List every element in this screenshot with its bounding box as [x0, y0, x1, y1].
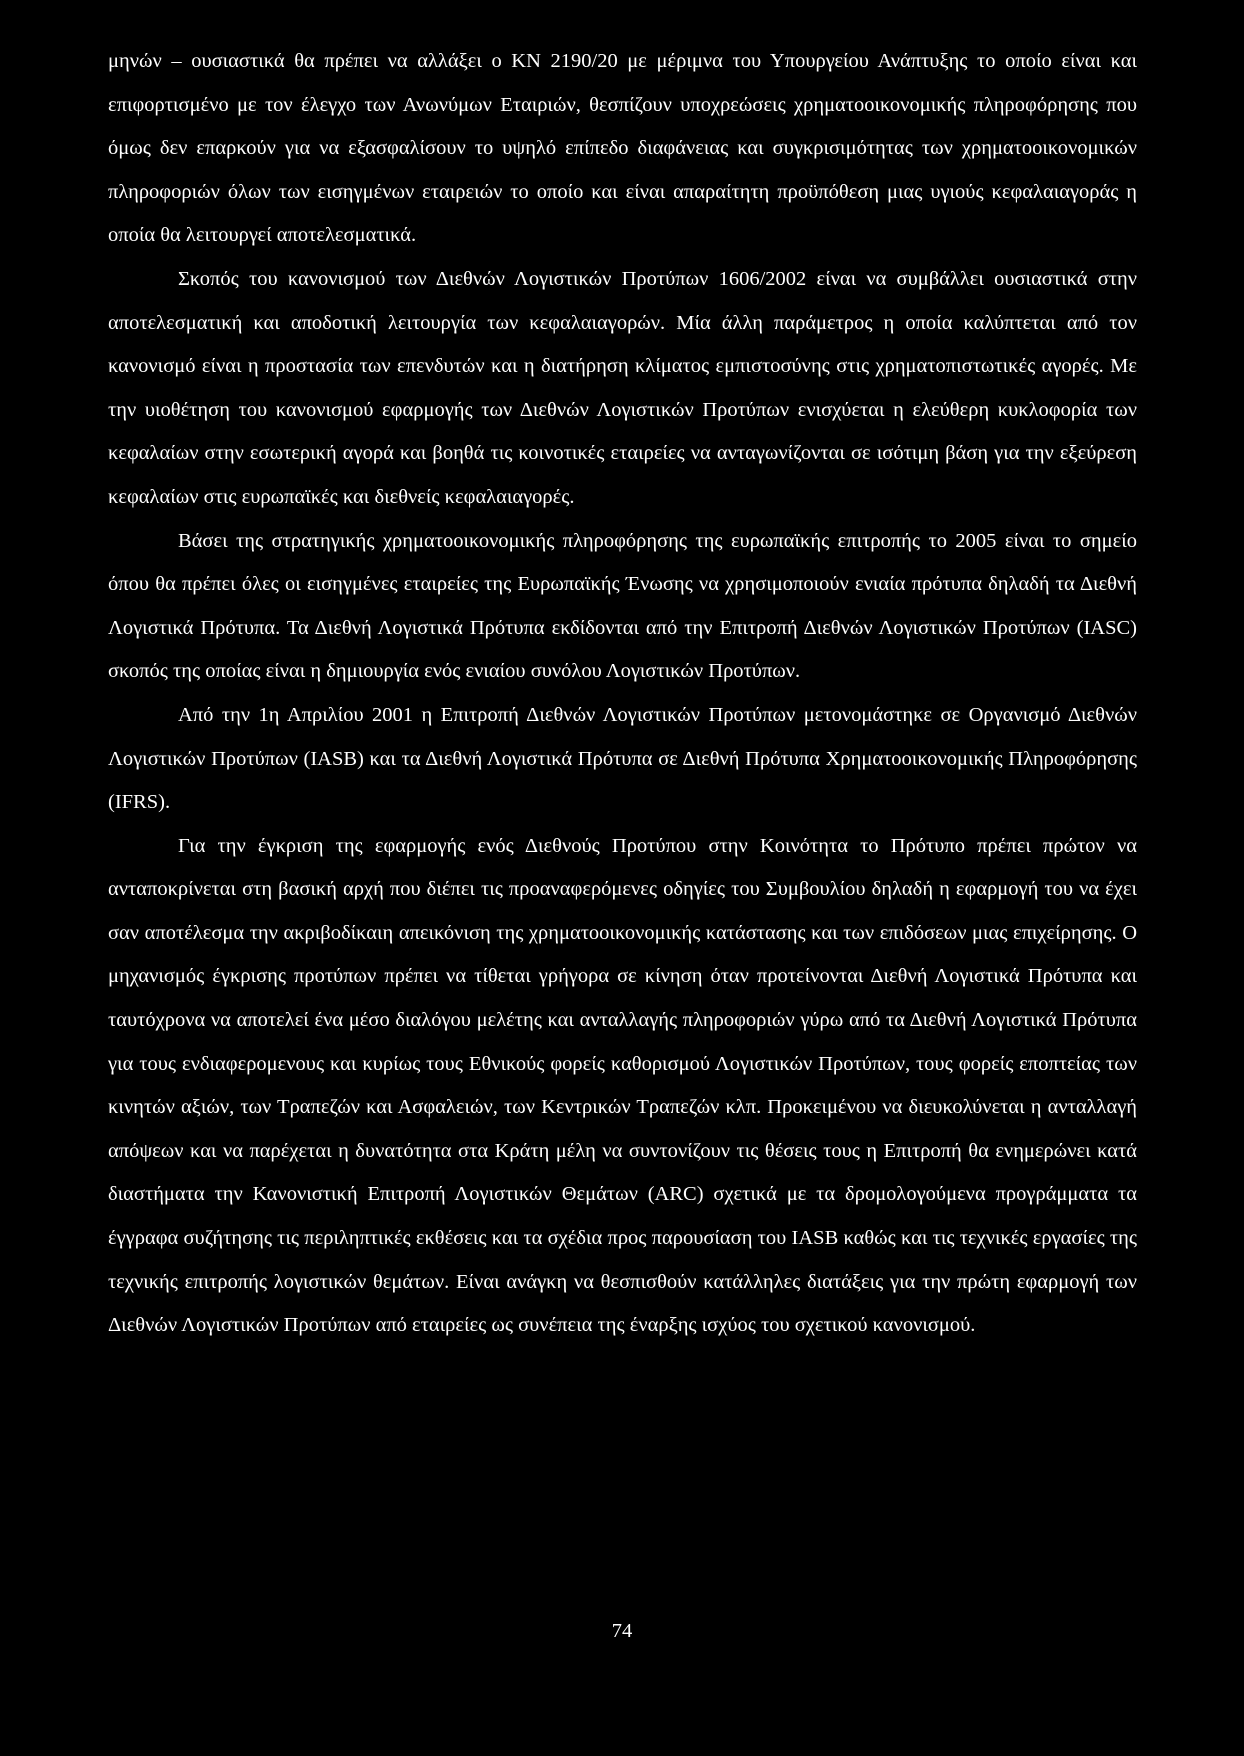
- page-number: 74: [611, 1620, 633, 1642]
- paragraph-iasb-renaming: Από την 1η Απριλίου 2001 η Επιτροπή Διεθνών Λογιστικών Προτύπων μετονομάστηκε σε Οργανισμό Διεθνών Λογιστικών Προτύπων (IASB) και τα Διεθνή Λογιστικά Πρότυπα σε Διεθνή Πρότυπα Χρηματοοικονομικής Πληροφόρησης (IFRS).: [108, 703, 1137, 814]
- document-body: [108, 40, 1137, 1348]
- paragraph-strategy-2005: Βάσει της στρατηγικής χρηματοοικονομικής πληροφόρησης της ευρωπαϊκής επιτροπής το 2005 είναι το σημείο όπου θα πρέπει όλες οι εισηγμένες εταιρείες της Ευρωπαϊκής Ένωσης να χρησιμοποιούν ενιαία πρότυπα δηλαδή τα Διεθνή Λογιστικά Πρότυπα. Τα Διεθνή Λογιστικά Πρότυπα εκδίδονται από την Επιτροπή Διεθνών Λογιστικών Προτύπων (IASC) σκοπός της οποίας είναι η δημιουργία ενός ενιαίου συνόλου Λογιστικών Προτύπων.: [108, 529, 1137, 683]
- paragraph-continuation: μηνών – ουσιαστικά θα πρέπει να αλλάξει ο ΚΝ 2190/20 με μέριμνα του Υπουργείου Ανάπτυξης το οποίο είναι και επιφορτισμένο με τον έλεγχο των Ανωνύμων Εταιριών, θεσπίζουν υποχρεώσεις χρηματοοικονομικής πληροφόρησης που όμως δεν επαρκούν για να εξασφαλίσουν το υψηλό επίπεδο διαφάνειας και συγκρισιμότητας των χρηματοοικονομικών πληροφοριών όλων των εισηγμένων εταιρειών το οποίο και είναι απαραίτητη προϋπόθεση μιας υγιούς κεφαλαιαγοράς η οποία θα λειτουργεί αποτελεσματικά.: [108, 50, 1137, 247]
- paragraph-approval-mechanism: Για την έγκριση της εφαρμογής ενός Διεθνούς Προτύπου στην Κοινότητα το Πρότυπο πρέπει πρώτον να ανταποκρίνεται στη βασική αρχή που διέπει τις προαναφερόμενες οδηγίες του Συμβουλίου δηλαδή η εφαρμογή του να έχει σαν αποτέλεσμα την ακριβοδίκαιη απεικόνιση της χρηματοοικονομικής κατάστασης και των επιδόσεων μιας επιχείρησης. Ο μηχανισμός έγκρισης προτύπων πρέπει να τίθεται γρήγορα σε κίνηση όταν προτείνονται Διεθνή Λογιστικά Πρότυπα και ταυτόχρονα να αποτελεί ένα μέσο διαλόγου μελέτης και ανταλλαγής πληροφοριών γύρω από τα Διεθνή Λογιστικά Πρότυπα για τους ενδιαφερομενους και κυρίως τους Εθνικούς φορείς καθορισμού Λογιστικών Προτύπων, τους φορείς εποπτείας των κινητών αξιών, των Τραπεζών και Ασφαλειών, των Κεντρικών Τραπεζών κλπ. Προκειμένου να διευκολύνεται η ανταλλαγή απόψεων και να παρέχεται η δυνατότητα στα Κράτη μέλη να συντονίζουν τις θέσεις τους η Επιτροπή θα ενημερώνει κατά διαστήματα την Κανονιστική Επιτροπή Λογιστικών Θεμάτων (ARC) σχετικά με τα δρομολογούμενα προγράμματα τα έγγραφα συζήτησης τις περιληπτικές εκθέσεις και τα σχέδια προς παρουσίαση του IASB καθώς και τις τεχνικές εργασίες της τεχνικής επιτροπής λογιστικών θεμάτων. Είναι ανάγκη να θεσπισθούν κατάλληλες διατάξεις για την πρώτη εφαρμογή των Διεθνών Λογιστικών Προτύπων από εταιρείες ως συνέπεια της έναρξης ισχύος του σχετικού κανονισμού.: [108, 834, 1137, 1337]
- paragraph-regulation-purpose: Σκοπός του κανονισμού των Διεθνών Λογιστικών Προτύπων 1606/2002 είναι να συμβάλλει ουσιαστικά στην αποτελεσματική και αποδοτική λειτουργία των κεφαλαιαγορών. Μία άλλη παράμετρος η οποία καλύπτεται από τον κανονισμό είναι η προστασία των επενδυτών και η διατήρηση κλίματος εμπιστοσύνης στις χρηματοπιστωτικές αγορές. Με την υιοθέτηση του κανονισμού εφαρμογής των Διεθνών Λογιστικών Προτύπων ενισχύεται η ελεύθερη κυκλοφορία των κεφαλαίων στην εσωτερική αγορά και βοηθά τις κοινοτικές εταιρείες να ανταγωνίζονται σε ισότιμη βάση για την εξεύρεση κεφαλαίων στις ευρωπαϊκές και διεθνείς κεφαλαιαγορές.: [108, 267, 1137, 508]
